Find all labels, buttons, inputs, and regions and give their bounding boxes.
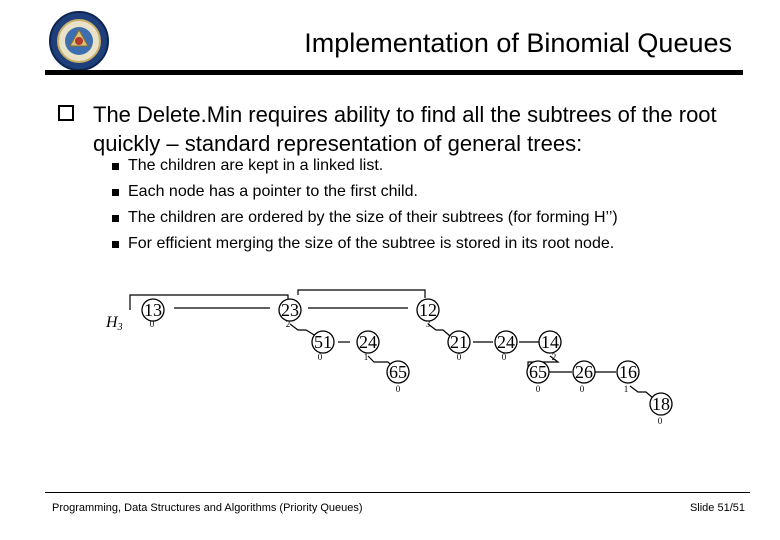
main-bullet-text: The Delete.Min requires ability to find all the subtrees of the root quickly – standard representation of general trees:	[93, 102, 717, 156]
queue-name-label: H3	[106, 314, 123, 333]
square-bullet-icon	[112, 215, 119, 222]
sub-bullet-text: The children are kept in a linked list.	[128, 157, 384, 174]
binomial-queue-diagram	[98, 280, 718, 440]
rank-label: 0	[579, 384, 585, 394]
slide-number: Slide 51/51	[689, 502, 745, 514]
node-label: 24	[359, 332, 377, 352]
sub-bullet-text: The children are ordered by the size of their subtrees (for forming H’’)	[128, 209, 618, 226]
node-label: 21	[450, 332, 468, 352]
node-label: 65	[389, 362, 407, 382]
course-footer: Programming, Data Structures and Algorithms (Priority Queues)	[52, 502, 363, 514]
sub-bullet	[112, 208, 618, 228]
main-bullet	[58, 100, 748, 158]
node-label: 16	[619, 362, 637, 382]
rank-label: 1	[623, 384, 629, 394]
rank-label: 2	[285, 319, 291, 329]
node-label: 12	[419, 300, 437, 320]
rank-label: 0	[317, 352, 323, 362]
rank-label: 2	[551, 352, 557, 362]
sub-bullet-text: For efficient merging the size of the subtree is stored in its root node.	[128, 235, 615, 252]
rank-label: 0	[395, 384, 401, 394]
node-label: 14	[541, 332, 559, 352]
rank-label: 0	[657, 416, 663, 426]
sub-bullet	[112, 182, 418, 202]
rank-label: 0	[149, 319, 155, 329]
node-label: 65	[529, 362, 547, 382]
rank-label: 0	[456, 352, 462, 362]
sub-bullet	[112, 234, 614, 254]
hollow-square-bullet-icon	[58, 105, 74, 121]
rank-label: 0	[501, 352, 507, 362]
node-label: 13	[144, 300, 162, 320]
node-label: 23	[281, 300, 299, 320]
square-bullet-icon	[112, 241, 119, 248]
square-bullet-icon	[112, 163, 119, 170]
node-label: 24	[497, 332, 515, 352]
node-label: 26	[575, 362, 593, 382]
sub-bullet	[112, 156, 383, 176]
title-divider	[45, 70, 743, 75]
rank-label: 0	[535, 384, 541, 394]
node-label: 18	[652, 394, 670, 414]
rank-label: 3	[425, 319, 431, 329]
node-label: 51	[314, 332, 332, 352]
rank-label: 1	[363, 352, 369, 362]
footer-divider	[45, 492, 750, 493]
square-bullet-icon	[112, 189, 119, 196]
sub-bullet-text: Each node has a pointer to the first child.	[128, 183, 418, 200]
slide-title: Implementation of Binomial Queues	[304, 28, 732, 58]
